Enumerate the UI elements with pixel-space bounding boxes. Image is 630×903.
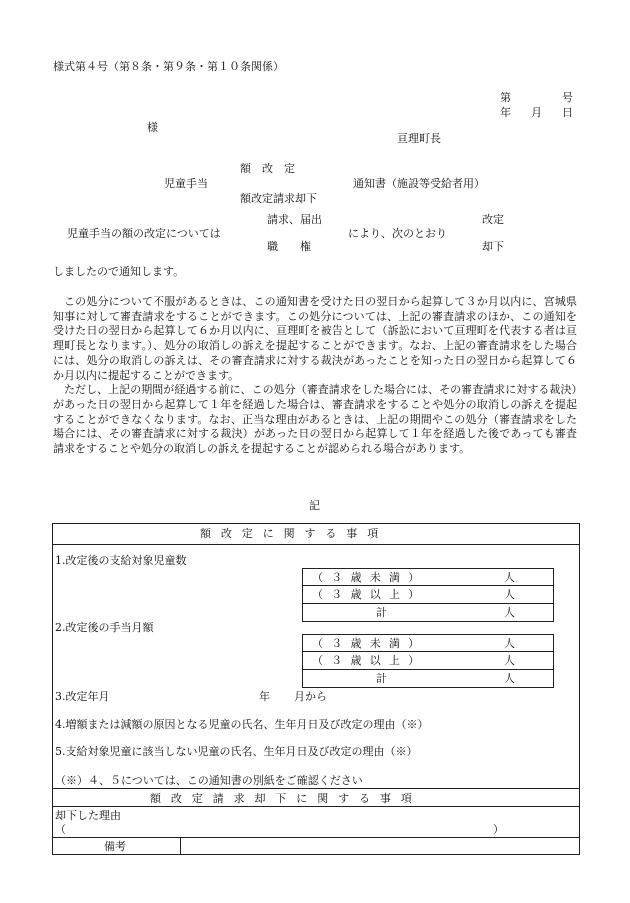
- monthly-amount-total-label: 計: [376, 672, 387, 685]
- monthly-amount-row-unit: 人: [504, 672, 515, 685]
- child-count-row-unit: 人: [504, 606, 515, 619]
- item4-label: 4.増額または減額の原因となる児童の氏名、生年月日及び改定の理由（※）: [55, 718, 429, 731]
- section1-header-divider: [52, 544, 579, 545]
- doc-number-dai: 第: [500, 91, 511, 104]
- sentence-lead: 児童手当の額の改定については: [67, 227, 221, 240]
- addressee-suffix: 様: [147, 121, 158, 134]
- sentence-right-top: 改定: [482, 213, 504, 226]
- note-text: （※）４、５については、この通知書の別紙をご確認ください: [55, 774, 363, 787]
- issuer: 亘理町長: [397, 132, 441, 145]
- body-paragraph-2: ただし、上記の期間が経過する前に、この処分（審査請求をした場合には、その審査請求に対する裁決）があった日の翌日から起算して１年を経過した場合は、審査請求をすることや処分の取消しの訴えを提起することができなくなります。なお、正当な理由があるときは、上記の期間やこの処分（審査請求をした場合には、その審査請求に対する裁決）があった日の翌日から起算して１年を経過した後であっても審査請求をすることや処分の取消しの訴えを提起することが認められる場合があります。: [53, 383, 577, 456]
- monthly-amount-row-unit: 人: [504, 654, 515, 667]
- ki-label: 記: [309, 499, 320, 512]
- monthly-amount-row-divider: [302, 651, 553, 652]
- date-month: 月: [531, 106, 542, 119]
- child-count-row-divider: [302, 585, 553, 586]
- body-text: [53, 295, 577, 457]
- child-count-row-label: （３歳以上）: [312, 588, 428, 601]
- notice-line: しましたので通知します。: [53, 265, 185, 278]
- child-count-row-divider: [302, 603, 553, 604]
- monthly-amount-row-unit: 人: [504, 637, 515, 650]
- sentence-mid-top: 請求、届出: [267, 213, 322, 226]
- section2-header-divider: [52, 806, 579, 807]
- sentence-right-bottom: 却下: [482, 240, 504, 253]
- rejection-reason-paren-open: （: [55, 823, 66, 836]
- item5-label: 5.支給対象児童に該当しない児童の氏名、生年月日及び改定の理由（※）: [55, 745, 418, 758]
- section1-header: 額改定に関する事項: [200, 527, 389, 540]
- child-count-row-unit: 人: [504, 571, 515, 584]
- sentence-mid-bottom: 職 権: [267, 240, 311, 253]
- remarks-field[interactable]: [181, 838, 577, 853]
- title-option-kaitei: 額 改 定: [240, 162, 295, 175]
- section2-header: 額改定請求却下に関する事項: [150, 792, 422, 805]
- rejection-reason-label: 却下した理由: [55, 809, 121, 822]
- monthly-amount-row-label: （３歳以上）: [312, 654, 428, 667]
- item2-label: 2.改定後の手当月額: [55, 621, 154, 634]
- remarks-label: 備考: [104, 840, 126, 853]
- date-day: 日: [562, 106, 573, 119]
- title-option-kyakka: 額改定請求却下: [240, 192, 317, 205]
- rejection-reason-paren-close: ）: [493, 823, 504, 836]
- child-count-row-unit: 人: [504, 588, 515, 601]
- title-suffix: 通知書（施設等受給者用）: [353, 177, 485, 190]
- section2-top-divider: [52, 788, 579, 789]
- child-count-total-label: 計: [376, 606, 387, 619]
- item3-month: 月から: [294, 690, 327, 703]
- date-year: 年: [500, 106, 511, 119]
- child-count-row-label: （３歳未満）: [312, 571, 428, 584]
- monthly-amount-row-divider: [302, 669, 553, 670]
- item3-year: 年: [259, 690, 270, 703]
- body-paragraph-1: この処分について不服があるときは、この通知書を受けた日の翌日から起算して３か月以内に、宮城県知事に対して審査請求をすることができます。この処分については、上記の審査請求のほか、この通知を受けた日の翌日から起算して６か月以内に、亘理町を被告として（訴訟において亘理町を代表する者は亘理町長となります。）、処分の取消しの訴えを提起することができます。なお、上記の審査請求をした場合には、処分の取消しの訴えは、その審査請求に対する裁決があったことを知った日の翌日から起算して６か月以内に提起することができます。: [53, 295, 577, 382]
- title-subject: 児童手当: [164, 177, 208, 190]
- sentence-connector: により、次のとおり: [348, 227, 447, 240]
- doc-number-go: 号: [562, 91, 573, 104]
- item1-label: 1.改定後の支給対象児童数: [55, 554, 187, 567]
- form-number: 様式第４号（第８条・第９条・第１０条関係）: [53, 60, 284, 73]
- monthly-amount-row-label: （３歳未満）: [312, 637, 428, 650]
- item3-label: 3.改定年月: [55, 690, 110, 703]
